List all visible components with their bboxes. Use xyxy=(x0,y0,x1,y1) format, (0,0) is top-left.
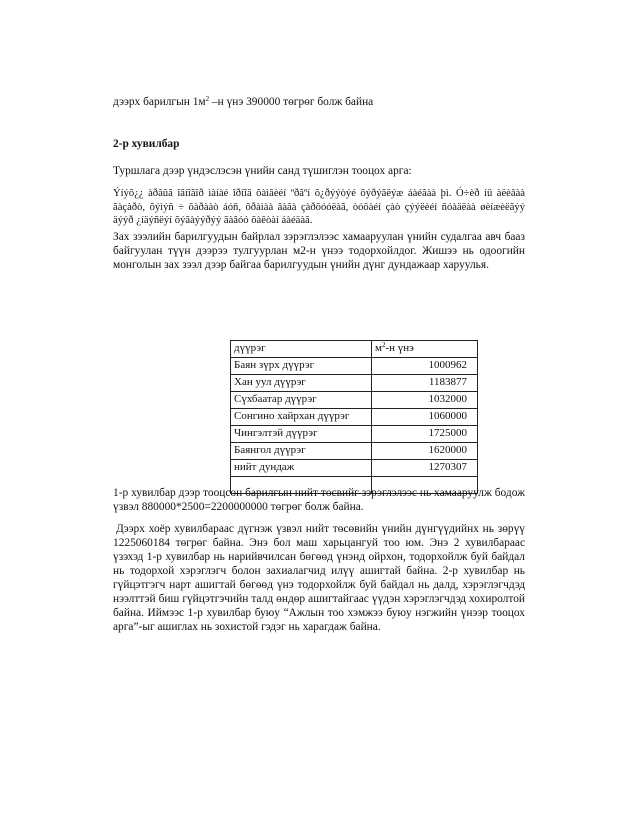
header-district: дүүрэг xyxy=(231,341,372,358)
district-price: 1060000 xyxy=(372,409,478,426)
table-row xyxy=(231,426,478,443)
table-row xyxy=(231,375,478,392)
header-price-m: м xyxy=(375,342,382,354)
market-paragraph: Зах зээлийн барилгуудын байрлал зэрэглэлээс хамааруулан үнийн судалгаа авч бааз байгуулан түүн дээрээ тулгуурлан м2-н үнээ тодорхойлдог. Жишээ нь одоогийн монголын зах зээл дээр байгаа барилгуудын үнийн дүнг дундажаар харуулья. xyxy=(113,231,525,271)
method-line: Туршлага дээр үндэслэсэн үнийн санд түшиглэн тооцох арга: xyxy=(113,165,412,177)
intro-text-before: дээрх барилгын 1м xyxy=(113,96,206,108)
table-row-average xyxy=(231,460,478,477)
district-price: 1620000 xyxy=(372,443,478,460)
header-price-unit: -н үнэ xyxy=(385,342,414,354)
district-name: Баянгол дүүрэг xyxy=(231,443,372,460)
average-price: 1270307 xyxy=(372,460,478,477)
intro-superscript: 2 xyxy=(205,95,210,103)
district-name: Сонгино хайрхан дүүрэг xyxy=(231,409,372,426)
district-price: 1000962 xyxy=(372,358,478,375)
result-paragraph: 1-р хувилбар дээр тооцсон барилгын нийт төсвийг зэрэглэлээс нь хамааруулж бодож үзвэл 880000*2500=2200000000 төгрөг болж байна. xyxy=(113,487,525,513)
conclusion-paragraph: Дээрх хоёр хувилбараас дүгнэж үзвэл нийт төсөвийн үнийн дүнгүүдийнх нь зөрүү 1225060184 төгрөг байна. Энэ бол маш харьцангуй тоо юм. Энэ 2 хувилбараас үзэхэд 1-р хувилбар нь нарийвчилсан бөгөөд үнэнд ойрхон, тодорхойлж буй байдал нь тодорхой хэрэглэгч болон захиалагчид илүү ашигтай байна. 2-р хувилбар нь гүйцэтгэгч нарт ашигтай бөгөөд үнэ тодорхойлж буй байдал нь далд, хэрэглэгчдэд нээлттэй биш гүйцэтгэчийн талд өндөр ашигтайгаас үүдэн хэрэглэгчдэд хохиролтой байна. Иймээс 1-р хувилбар буюу “Ажлын тоо хэмжээ буюу нэгжийн үнээр тооцох арга”-ыг ашиглах нь зохистой гэдэг нь харагдаж байна. xyxy=(113,523,525,633)
district-price-table xyxy=(230,340,478,494)
district-name: Чингэлтэй дүүрэг xyxy=(231,426,372,443)
district-name: Хан уул дүүрэг xyxy=(231,375,372,392)
district-price: 1032000 xyxy=(372,392,478,409)
district-name: Сүхбаатар дүүрэг xyxy=(231,392,372,409)
district-price: 1725000 xyxy=(372,426,478,443)
table-header-row xyxy=(231,341,478,358)
garbled-paragraph: Ýíýõ¿¿ àðãûã îãíîãîð ìàíàé îðíîä õàìãèéí ºðãºí õ¿ðýýòýé õýðýãëýæ áàéãàà þì. Ó÷èð íü àëèâàà ãàçàðò, õýìýñ ÷ õàðààò áóñ, õðàìàà âàãà çàðõóóëàã, òóõàéí çàò çýýëèéí ñóàäëàà øèíæèëãýý äýýð ¿íäýñëýí õýãàýýðýý ãàâóó õàêòàí áàéäàã. xyxy=(113,188,525,226)
table-row xyxy=(231,443,478,460)
intro-line xyxy=(113,95,525,109)
table-row xyxy=(231,392,478,409)
district-price: 1183877 xyxy=(372,375,478,392)
intro-text-after: –н үнэ 390000 төгрөг болж байна xyxy=(209,96,374,108)
table-row xyxy=(231,358,478,375)
district-name: Баян зүрх дүүрэг xyxy=(231,358,372,375)
section-heading: 2-р хувилбар xyxy=(113,138,180,150)
header-price xyxy=(372,341,478,358)
header-price-sup: 2 xyxy=(381,341,386,349)
average-label: нийт дундаж xyxy=(231,460,372,477)
table-row xyxy=(231,409,478,426)
